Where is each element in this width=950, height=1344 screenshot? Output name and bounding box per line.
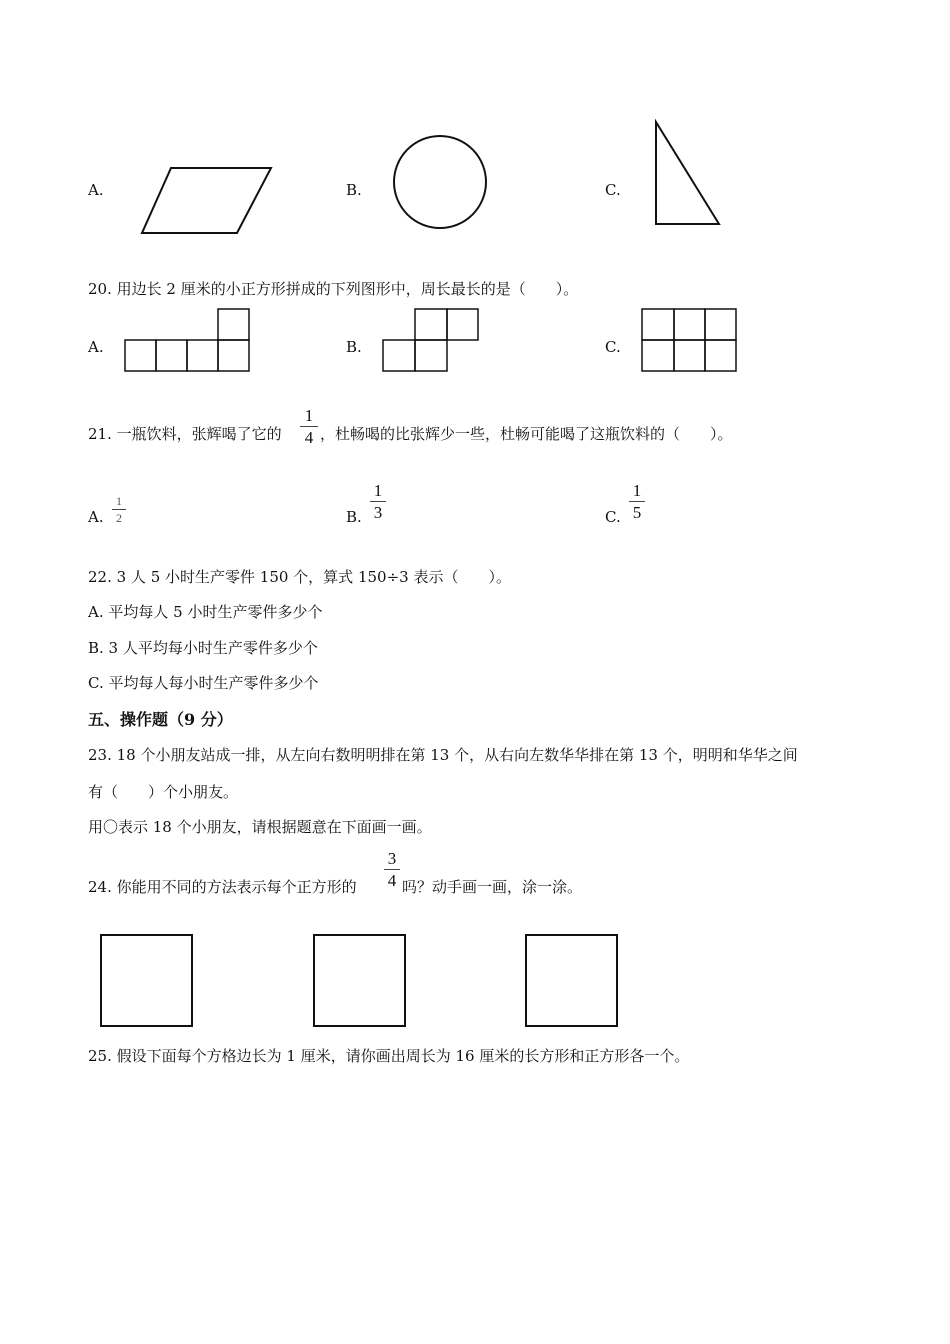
q21-option-a-label: A. [88,508,104,526]
grid-shape-a-icon [124,309,252,374]
q21-option-b-numerator: 1 [373,481,383,500]
drawing-square-1[interactable] [100,934,193,1027]
q21-option-c-label: C. [605,508,621,526]
q21-option-b-label: B. [346,508,362,526]
q24-fraction-denominator: 4 [387,871,397,890]
q24-text-after: 吗？动手画一画，涂一涂。 [402,878,583,896]
q25-text: 25. 假设下面每个方格边长为 1 厘米，请你画出周长为 16 厘米的长方形和正方形各一个。 [88,1047,690,1065]
circle-icon [392,135,490,230]
q24-fraction [384,850,400,889]
q19-option-a-label: A. [88,181,104,199]
right-triangle-icon [652,119,724,229]
q21-option-c-numerator: 1 [632,481,642,500]
q21-option-a-denominator: 2 [116,511,122,525]
q19-option-c-label: C. [605,181,621,199]
q20-option-a-label: A. [88,338,104,356]
q24-text-before: 24. 你能用不同的方法表示每个正方形的 [88,878,357,896]
q21-text-before: 21. 一瓶饮料，张辉喝了它的 [88,425,282,443]
q23-line1: 23. 18 个小朋友站成一排，从左向右数明明排在第 13 个，从右向左数华华排在第 13 个，明明和华华之间 [88,746,798,764]
drawing-square-3[interactable] [525,934,618,1027]
q22-option-c: C. 平均每人每小时生产零件多少个 [88,674,319,692]
parallelogram-icon [140,166,275,236]
q21-fraction-numerator: 1 [304,406,314,425]
q23-line2: 有（ ）个小朋友。 [88,783,239,801]
q21-fraction-denominator: 4 [304,428,314,447]
drawing-square-2[interactable] [313,934,406,1027]
q21-option-b-fraction [370,482,386,521]
q20-text: 20. 用边长 2 厘米的小正方形拼成的下列图形中，周长最长的是（ ）。 [88,280,579,298]
q19-option-b-label: B. [346,181,362,199]
q21-option-a-numerator: 1 [116,494,122,508]
q24-fraction-numerator: 3 [387,849,397,868]
q20-option-b-label: B. [346,338,362,356]
section-title: 五、操作题（9 分） [88,710,233,729]
grid-shape-b-icon [382,309,482,374]
q21-option-b-denominator: 3 [373,503,383,522]
q21-text-after: ，杜畅喝的比张辉少一些，杜畅可能喝了这瓶饮料的（ ）。 [320,425,733,443]
grid-shape-c-icon [641,309,741,374]
q21-option-c-denominator: 5 [632,503,642,522]
q21-fraction [300,407,318,446]
q21-option-a-fraction [112,495,126,524]
q20-option-c-label: C. [605,338,621,356]
q22-text: 22. 3 人 5 小时生产零件 150 个，算式 150÷3 表示（ ）。 [88,568,511,586]
q22-option-a: A. 平均每人 5 小时生产零件多少个 [88,603,323,621]
q22-option-b: B. 3 人平均每小时生产零件多少个 [88,639,318,657]
q21-option-c-fraction [629,482,645,521]
q23-line3: 用〇表示 18 个小朋友，请根据题意在下面画一画。 [88,818,432,836]
